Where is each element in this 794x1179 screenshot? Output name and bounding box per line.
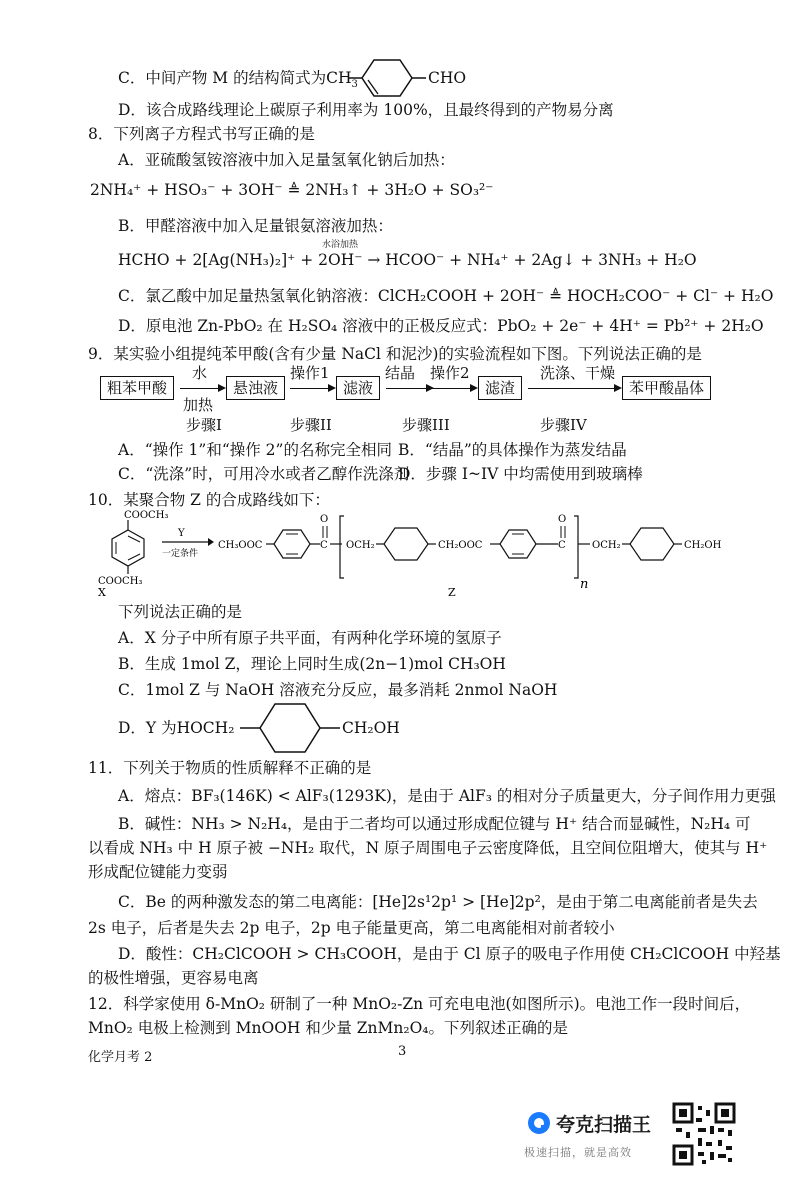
q9-stem: 9．某实验小组提纯苯甲酸(含有少量 NaCl 和泥沙)的实验流程如下图。下列说法正确的是 [88, 345, 702, 363]
q10-stem: 10．某聚合物 Z 的合成路线如下： [88, 491, 330, 509]
q11-option-d-line1: D．酸性：CH₂ClCOOH > CH₃COOH，是由于 Cl 原子的吸电子作用使 CH₂ClCOOH 中羟基 [118, 945, 781, 963]
q8-option-a-label: A．亚硫酸氢铵溶液中加入足量氢氧化钠后加热： [118, 151, 455, 169]
q8-option-d: D．原电池 Zn-PbO₂ 在 H₂SO₄ 溶液中的正极反应式：PbO₂ + 2e⁻ + 4H⁺ = Pb²⁺ + 2H₂O [118, 317, 764, 335]
q11-option-c-line1: C．Be 的两种激发态的第二电离能：[He]2s¹2p¹ > [He]2p²，是由于第二电离能前者是失去 [118, 893, 758, 911]
scanner-logo-icon [526, 1110, 552, 1136]
q10-option-d-ring [240, 700, 340, 756]
q8-option-c: C．氯乙酸中加足量热氢氧化钠溶液：ClCH₂COOH + 2OH⁻ ≜ HOCH₂COO⁻ + Cl⁻ + H₂O [118, 287, 774, 305]
q8-option-a-equation: 2NH₄⁺ + HSO₃⁻ + 3OH⁻ ≜ 2NH₃↑ + 3H₂O + SO₃²⁻ [90, 181, 494, 199]
reaction-condition: 一定条件 [162, 549, 199, 559]
flow-label-wash-dry: 洗涤、干燥 [540, 364, 616, 382]
flow-label-op2: 操作2 [430, 364, 470, 382]
q11-option-a: A．熔点：BF₃(146K) < AlF₃(1293K)，是由于 AlF₃ 的相对分子质量更大，分子间作用力更强 [118, 787, 776, 805]
scanner-brand-name: 夸克扫描王 [556, 1114, 652, 1136]
z-carbonyl-c1: C [320, 540, 328, 551]
q8-stem: 8．下列离子方程式书写正确的是 [88, 125, 315, 143]
q10-option-d-prefix: D．Y 为HOCH₂ [118, 719, 235, 737]
q8-option-b-equation: HCHO + 2[Ag(NH₃)₂]⁺ + 2OH⁻ → HCOO⁻ + NH₄⁺ + 2Ag↓ + 3NH₃ + H₂O [118, 251, 697, 269]
scanner-slogan: 极速扫描，就是高效 [524, 1146, 632, 1159]
q8-option-b-condition: 水浴加热 [322, 240, 359, 250]
q11-option-b-line2: 以看成 NH₃ 中 H 原子被 −NH₂ 取代，N 原子周围电子云密度降低，且空间位阻增大，使其与 H⁺ [88, 839, 768, 857]
flow-box-crude: 粗苯甲酸 [100, 376, 174, 400]
z-carbonyl-o2: O [558, 514, 567, 525]
page-number: 3 [398, 1044, 407, 1059]
q9-option-d: D．步骤 I~IV 中均需使用到玻璃棒 [398, 465, 643, 483]
z-ch2ooc: CH₂OOC [438, 540, 483, 551]
q10-option-b: B．生成 1mol Z，理论上同时生成(2n−1)mol CH₃OH [118, 655, 506, 673]
flow-label-crystallize: 结晶 [385, 364, 416, 382]
q12-line1: 12．科学家使用 δ-MnO₂ 研制了一种 MnO₂-Zn 可充电电池(如图所示)。电池工作一段时间后， [88, 995, 751, 1013]
z-carbonyl-o1: O [320, 514, 329, 525]
flow-box-suspension: 悬浊液 [226, 376, 285, 400]
q10-synthesis-scheme [90, 506, 730, 602]
flow-arrow-4 [432, 388, 476, 389]
flow-box-filtrate: 滤液 [336, 376, 380, 400]
reagent-y: Y [178, 528, 185, 539]
z-start-group: CH₃OOC [218, 540, 263, 551]
scanner-watermark [520, 1108, 680, 1164]
z-och2-b: OCH₂ [592, 540, 621, 551]
qr-code-icon [672, 1102, 736, 1166]
q9-option-c: C．“洗涤”时，可用冷水或者乙醇作洗涤剂 [118, 465, 410, 483]
q8-option-b-label: B．甲醛溶液中加入足量银氨溶液加热： [118, 217, 393, 235]
flow-arrow-2 [290, 388, 334, 389]
flow-step-2: 步骤II [290, 416, 332, 434]
q10-option-d-suffix: CH₂OH [342, 719, 400, 737]
flow-step-1: 步骤I [186, 416, 222, 434]
footer-left: 化学月考 2 [88, 1050, 153, 1065]
flow-step-4: 步骤IV [540, 416, 587, 434]
q10-ask: 下列说法正确的是 [118, 603, 243, 621]
flow-step-3: 步骤III [402, 416, 450, 434]
x-label: X [98, 586, 106, 599]
q9-option-a: A．“操作 1”和“操作 2”的名称完全相同 [118, 441, 392, 459]
q7-option-c: C．中间产物 M 的结构简式为$CH_3$ [118, 69, 358, 91]
x-top-group: COOCH₃ [124, 510, 169, 521]
flow-arrow-1 [180, 388, 224, 389]
q11-option-b-line3: 形成配位键能力变弱 [88, 863, 228, 881]
flow-box-residue: 滤渣 [478, 376, 522, 400]
q7-option-d: D．该合成路线理论上碳原子利用率为 100%，且最终得到的产物易分离 [118, 101, 614, 119]
flow-label-water: 水 [192, 364, 208, 382]
flow-label-heat: 加热 [183, 396, 214, 414]
flow-box-crystal: 苯甲酸晶体 [622, 376, 711, 400]
x-bottom-group: COOCH₃ [98, 576, 143, 587]
q10-option-c: C．1mol Z 与 NaOH 溶液充分反应，最多消耗 2nmol NaOH [118, 681, 558, 699]
z-label: Z [448, 586, 456, 599]
q10-option-a: A．X 分子中所有原子共平面，有两种化学环境的氢原子 [118, 629, 502, 647]
q12-line2: MnO₂ 电极上检测到 MnOOH 和少量 ZnMn₂O₄。下列叙述正确的是 [88, 1019, 569, 1037]
q11-stem: 11．下列关于物质的性质解释不正确的是 [88, 759, 372, 777]
z-ch2oh: CH₂OH [684, 540, 722, 551]
q7-option-c-suffix: CHO [428, 69, 467, 87]
flow-label-op1: 操作1 [290, 364, 330, 382]
flow-arrow-5 [528, 388, 620, 389]
z-och2-a: OCH₂ [346, 540, 375, 551]
z-repeat-n: n [580, 577, 589, 592]
q9-option-b: B．“结晶”的具体操作为蒸发结晶 [398, 441, 627, 459]
flow-arrow-3 [386, 388, 432, 389]
q11-option-b-line1: B．碱性：NH₃ > N₂H₄，是由于二者均可以通过形成配位键与 H⁺ 结合而显碱性，N₂H₄ 可 [118, 815, 751, 833]
q11-option-c-line2: 2s 电子，后者是失去 2p 电子，2p 电子能量更高，第二电离能相对前者较小 [88, 919, 615, 937]
z-carbonyl-c2: C [558, 540, 566, 551]
q7-structure-ring [348, 56, 428, 100]
q11-option-d-line2: 的极性增强，更容易电离 [88, 969, 259, 987]
